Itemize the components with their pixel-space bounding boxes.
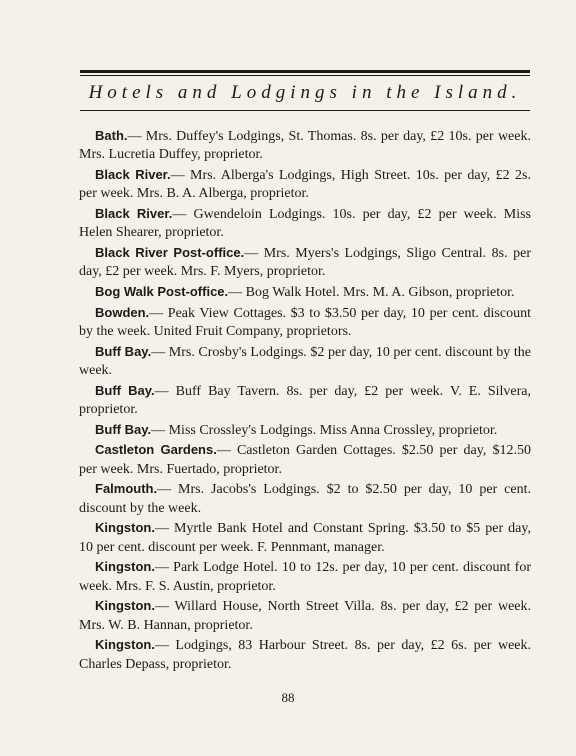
entry-description: — Mrs. Crosby's Lodgings. $2 per day, 10 per cent. discount by the week. (79, 344, 531, 378)
entry-place: Falmouth. (95, 481, 158, 497)
entry-place: Bog Walk Post-office. (95, 284, 229, 299)
entry-place: Castleton Gardens. (95, 442, 217, 458)
lodging-entry (79, 480, 531, 518)
entry-place: Buff Bay. (95, 421, 152, 437)
entry-description: — Buff Bay Tavern. 8s. per day, £2 per week. V. E. Silvera, proprietor. (79, 383, 531, 417)
header-rule-thin (80, 75, 530, 76)
entry-description: — Mrs. Myers's Lodgings, Sligo Central. 8s. per day, £2 per week. Mrs. F. Myers, proprietor. (79, 246, 531, 280)
lodging-entry (79, 441, 531, 479)
entry-description: — Park Lodge Hotel. 10 to 12s. per day, 10 per cent. discount for week. Mrs. F. S. Austin, proprietor. (79, 560, 531, 594)
lodging-entry (79, 636, 531, 674)
entry-description: — Lodgings, 83 Harbour Street. 8s. per day, £2 6s. per week. Charles Depass, proprietor. (79, 638, 531, 672)
entry-description: — Bog Walk Hotel. Mrs. M. A. Gibson, proprietor. (228, 285, 515, 300)
lodging-entry (79, 558, 531, 596)
lodgings-list (79, 127, 531, 675)
lodging-entry (79, 283, 531, 302)
lodging-entry (79, 421, 531, 440)
entry-place: Bath. (95, 128, 128, 143)
lodging-entry (79, 166, 531, 204)
entry-description: — Mrs. Alberga's Lodgings, High Street. 10s. per day, £2 2s. per week. Mrs. B. A. Alberga, proprietor. (79, 168, 532, 202)
entry-place: Kingston. (95, 598, 155, 614)
entry-description: — Castleton Garden Cottages. $2.50 per day, $12.50 per week. Mrs. Fuertado, proprietor. (79, 443, 531, 477)
page-number: 88 (281, 690, 295, 705)
lodging-entry (79, 304, 531, 342)
lodging-entry (79, 205, 531, 243)
entry-description: — Mrs. Duffey's Lodgings, St. Thomas. 8s. per day, £2 10s. per week. Mrs. Lucretia Duffey, proprietor. (79, 129, 531, 163)
entry-description: — Willard House, North Street Villa. 8s. per day, £2 per week. Mrs. W. B. Hannan, proprietor. (79, 599, 531, 633)
lodging-entry (79, 519, 531, 557)
entry-description: — Myrtle Bank Hotel and Constant Spring. $3.50 to $5 per day, 10 per cent. discount per week. F. Pennmant, manager. (79, 521, 531, 555)
entry-place: Buff Bay. (95, 382, 155, 398)
entry-place: Black River. (95, 206, 173, 221)
header-rules (80, 70, 530, 76)
header-rule-under (80, 110, 530, 111)
entry-description: — Peak View Cottages. $3 to $3.50 per day, 10 per cent. discount by the week. United Fruit Company, proprietors. (79, 305, 531, 339)
entry-place: Kingston. (95, 559, 155, 575)
running-header: Hotels and Lodgings in the Island. (88, 82, 522, 103)
entry-description: — Gwendeloin Lodgings. 10s. per day, £2 per week. Miss Helen Shearer, proprietor. (79, 207, 531, 241)
lodging-entry (79, 597, 531, 635)
entry-description: — Miss Crossley's Lodgings. Miss Anna Crossley, proprietor. (151, 422, 498, 438)
lodging-entry (79, 382, 531, 420)
entry-place: Buff Bay. (95, 343, 152, 359)
entry-place: Black River. (95, 167, 171, 182)
lodging-entry (79, 244, 531, 282)
lodging-entry (79, 343, 531, 381)
entry-place: Black River Post-office. (95, 245, 245, 260)
lodging-entry (79, 127, 531, 165)
header-rule-thick (80, 70, 530, 73)
entry-place: Kingston. (95, 520, 155, 536)
entry-place: Bowden. (95, 304, 150, 320)
entry-place: Kingston. (95, 637, 155, 653)
entry-description: — Mrs. Jacobs's Lodgings. $2 to $2.50 per day, 10 per cent. discount by the week. (79, 482, 531, 516)
